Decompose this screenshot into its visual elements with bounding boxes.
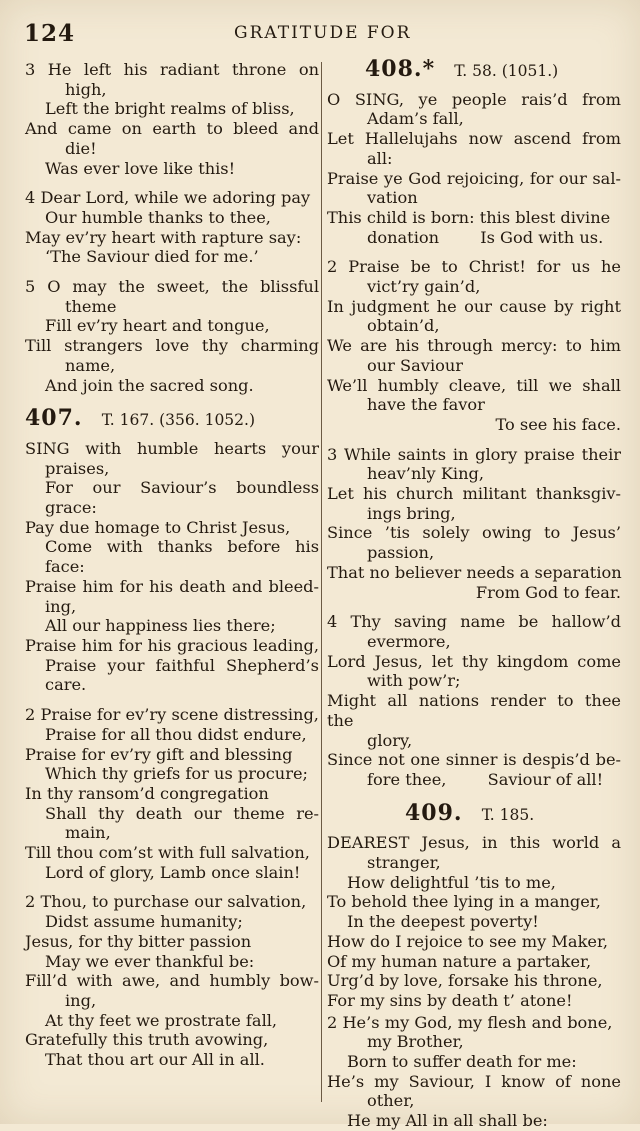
verse-line: stranger, xyxy=(367,853,441,873)
verse-line: To behold thee lying in a manger, xyxy=(327,892,601,912)
verse-line: 2 He’s my God, my flesh and bone, xyxy=(327,1012,613,1032)
hymn-409-heading xyxy=(327,799,621,826)
verse-line: Fill ev’ry heart and tongue, xyxy=(45,316,270,336)
verse-line: Of my human nature a partaker, xyxy=(327,951,592,971)
verse-line: ‘The Saviour died for me.’ xyxy=(45,247,259,267)
verse-line: Which thy griefs for us procure; xyxy=(45,764,309,784)
verse-line: Praise ye God rejoicing, for our sal- xyxy=(327,168,621,188)
verse-line: Till thou com’st with full salvation, xyxy=(25,843,310,863)
verse-line: Praise for all thou didst endure, xyxy=(45,724,307,744)
verse-line: vict’ry gain’d, xyxy=(367,277,481,297)
verse-line: 2 Thou, to purchase our salvation, xyxy=(25,892,307,912)
verse-line: Till strangers love thy charming xyxy=(25,336,319,356)
hymn-406-verse-3 xyxy=(25,60,319,178)
verse-line: Gratefully this truth avowing, xyxy=(25,1030,269,1050)
verse-line: other, xyxy=(367,1091,415,1111)
verse-line: For our Saviour’s boundless xyxy=(45,478,319,498)
verse-line: 2 Praise for ev’ry scene distressing, xyxy=(25,705,319,725)
verse-line: Lord Jesus, let thy kingdom come xyxy=(327,651,621,671)
verse-line: glory, xyxy=(367,730,413,750)
verse-line: All our happiness lies there; xyxy=(45,616,276,636)
verse-line: DEAREST Jesus, in this world a xyxy=(327,833,621,853)
hymn-408-heading xyxy=(327,56,621,82)
verse-line: with pow’r; xyxy=(367,671,461,691)
hymn-408-verse-3 xyxy=(327,445,621,603)
hymn-409-verse-2 xyxy=(327,1013,621,1131)
verse-line: face: xyxy=(45,557,85,577)
verse-line: 4 Thy saving name be hallow’d xyxy=(327,612,621,632)
verse-line: Lord of glory, Lamb once slain! xyxy=(45,862,301,882)
verse-line: Jesus, for thy bitter passion xyxy=(25,931,252,951)
hymn-tune: T. 167. (356. 1052.) xyxy=(101,411,256,430)
verse-line: our Saviour xyxy=(367,355,464,375)
verse-line: Since not one sinner is despis’d be- xyxy=(327,750,621,770)
verse-line: Praise him for his death and bleed- xyxy=(25,576,319,596)
verse-line: ing, xyxy=(65,990,97,1010)
verse-line: fore thee, Saviour of all! xyxy=(367,769,604,789)
verse-line: Born to suffer death for me: xyxy=(347,1052,577,1072)
verse-line: How do I rejoice to see my Maker, xyxy=(327,931,609,951)
verse-line: obtain’d, xyxy=(367,316,440,336)
verse-line: Fill’d with awe, and humbly bow- xyxy=(25,971,319,991)
right-column xyxy=(327,56,622,1131)
verse-line: evermore, xyxy=(367,631,451,651)
hymn-406-verse-5 xyxy=(25,277,319,395)
verse-line: have the favor xyxy=(367,395,485,415)
verse-line: And came on earth to bleed and xyxy=(25,119,319,139)
verse-line: Let his church militant thanksgiv- xyxy=(327,484,621,504)
verse-line: Praise your faithful Shepherd’s xyxy=(45,655,319,675)
hymn-407-verse-1 xyxy=(25,439,319,695)
verse-line: 3 He left his radiant throne on xyxy=(25,60,319,79)
running-title: GRATITUDE FOR xyxy=(234,23,412,43)
column-divider xyxy=(321,62,322,1102)
verse-line: Let Hallelujahs now ascend from xyxy=(327,129,621,149)
verse-line: He’s my Saviour, I know of none xyxy=(327,1071,621,1091)
verse-line: For my sins by death t’ atone! xyxy=(327,990,573,1010)
hymn-408-verse-2 xyxy=(327,257,621,434)
verse-line: die! xyxy=(65,138,97,158)
hymn-number: 408.* xyxy=(365,56,436,82)
verse-line: 4 Dear Lord, while we adoring pay xyxy=(25,188,311,208)
hymn-407-verse-3 xyxy=(25,892,319,1069)
verse-line: 2 Praise be to Christ! for us he xyxy=(327,257,621,277)
hymn-406-verse-4 xyxy=(25,188,319,267)
verse-line: This child is born: this blest divine xyxy=(327,207,611,227)
verse-line: high, xyxy=(65,79,107,99)
verse-line: care. xyxy=(45,675,87,695)
verse-line: Since ’tis solely owing to Jesus’ xyxy=(327,523,621,543)
verse-line: At thy feet we prostrate fall, xyxy=(45,1010,278,1030)
verse-line: heav’nly King, xyxy=(367,464,485,484)
hymn-407-verse-2 xyxy=(25,705,319,882)
verse-line: In thy ransom’d congregation xyxy=(25,783,269,803)
verse-line: name, xyxy=(65,355,116,375)
verse-line: Praise for ev’ry gift and blessing xyxy=(25,744,293,764)
verse-line: In judgment he our cause by right xyxy=(327,296,621,316)
hymn-408-verse-4 xyxy=(327,612,621,789)
left-column xyxy=(25,60,319,1070)
hymn-tune: T. 185. xyxy=(481,805,535,824)
verse-line: Didst assume humanity; xyxy=(45,912,243,932)
verse-line: all: xyxy=(367,148,393,168)
verse-line: 3 While saints in glory praise their xyxy=(327,444,621,464)
verse-line: We’ll humbly cleave, till we shall xyxy=(327,375,621,395)
verse-line: O SING, ye people rais’d from xyxy=(327,89,621,109)
verse-line: grace: xyxy=(45,498,97,518)
hymn-408-verse-1 xyxy=(327,90,621,248)
verse-line: Was ever love like this! xyxy=(45,158,236,178)
verse-line: Might all nations render to thee the xyxy=(327,691,621,730)
hymn-409-verse-1 xyxy=(327,833,621,1010)
verse-line: theme xyxy=(65,296,117,316)
verse-line: We are his through mercy: to him xyxy=(327,336,621,356)
verse-line: Our humble thanks to thee, xyxy=(45,207,271,227)
verse-line: ing, xyxy=(45,596,77,616)
verse-line: That thou art our All in all. xyxy=(45,1050,265,1070)
verse-line: Adam’s fall, xyxy=(367,109,464,129)
verse-line: ings bring, xyxy=(367,503,456,523)
verse-line: Left the bright realms of bliss, xyxy=(45,99,295,119)
verse-line: And join the sacred song. xyxy=(45,375,254,395)
verse-line: Come with thanks before his xyxy=(45,537,319,557)
hymn-number: 409. xyxy=(405,799,463,826)
verse-line: vation xyxy=(367,188,418,208)
verse-line: praises, xyxy=(45,458,110,478)
verse-line: In the deepest poverty! xyxy=(347,912,539,932)
hymn-number: 407. xyxy=(25,405,83,432)
verse-line: Shall thy death our theme re- xyxy=(45,803,319,823)
verse-line: 5 O may the sweet, the blissful xyxy=(25,277,319,297)
verse-line: Praise him for his gracious leading, xyxy=(25,635,319,655)
verse-line: SING with humble hearts your xyxy=(25,438,319,458)
verse-line: From God to fear. xyxy=(475,582,621,602)
verse-line: Pay due homage to Christ Jesus, xyxy=(25,517,291,537)
verse-line: passion, xyxy=(367,543,435,563)
verse-line: Urg’d by love, forsake his throne, xyxy=(327,971,603,991)
verse-line: main, xyxy=(65,823,111,843)
hymn-407-heading xyxy=(25,405,319,432)
verse-line: That no believer needs a separation xyxy=(327,562,622,582)
verse-line: donation Is God with us. xyxy=(367,227,604,247)
verse-line: How delightful ’tis to me, xyxy=(347,872,556,892)
verse-line: He my All in all shall be: xyxy=(347,1111,548,1131)
verse-line: May ev’ry heart with rapture say: xyxy=(25,227,302,247)
verse-line: my Brother, xyxy=(367,1032,464,1052)
verse-line: May we ever thankful be: xyxy=(45,951,255,971)
page-number: 124 xyxy=(24,20,76,47)
verse-line: To see his face. xyxy=(495,414,621,434)
hymn-tune: T. 58. (1051.) xyxy=(454,62,559,80)
page-header xyxy=(24,20,616,50)
